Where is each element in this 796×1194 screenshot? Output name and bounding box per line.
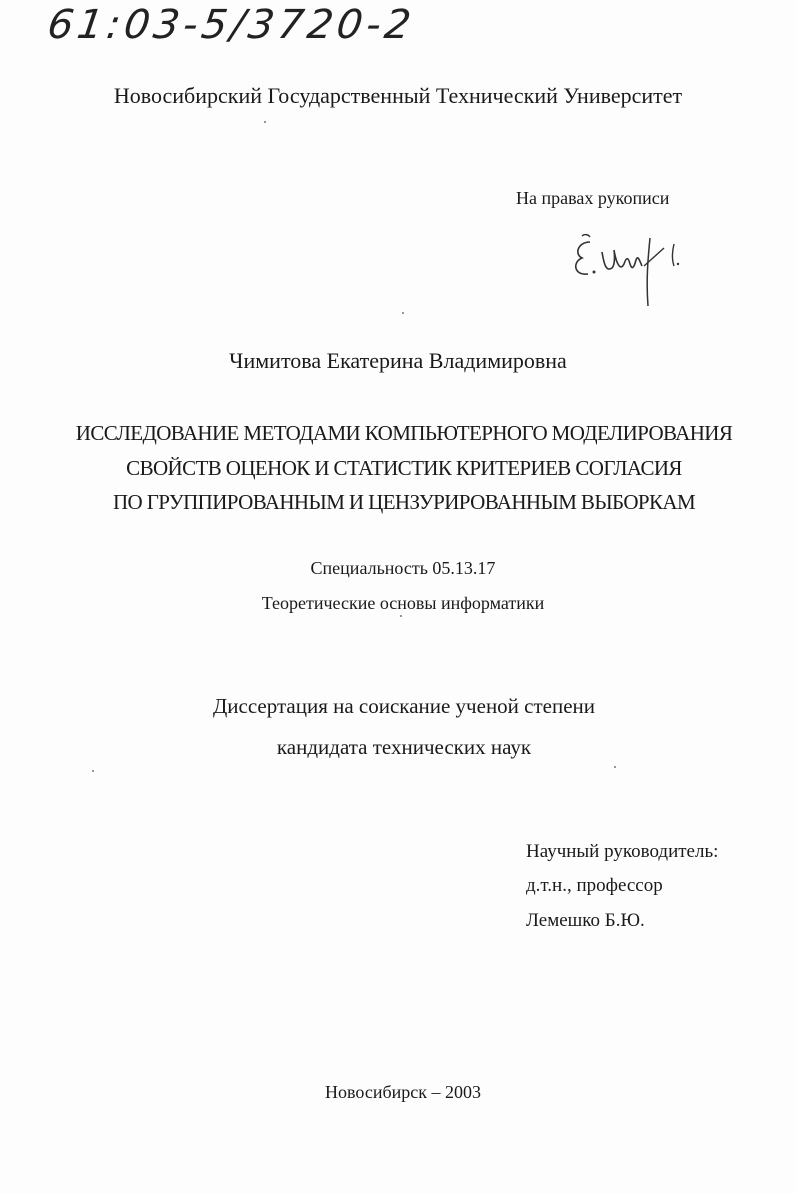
manuscript-rights-note: На правах рукописи [516,188,670,208]
thesis-type-line-1: Диссертация на соискание ученой степени [212,694,596,718]
thesis-title-line-1: ИССЛЕДОВАНИЕ МЕТОДАМИ КОМПЬЮТЕРНОГО МОДЕЛИРОВАНИЯ [75,421,733,445]
specialty-code: Специальность 05.13.17 [310,558,496,578]
scan-speck [92,770,94,772]
supervisor-name: Лемешко Б.Ю. [526,910,645,931]
archive-code-handwritten: 61:03-5/3720-2 [44,2,418,48]
scan-speck [264,121,266,123]
thesis-type-line-2: кандидата технических наук [276,735,532,759]
supervisor-label: Научный руководитель: [526,841,719,862]
city-year: Новосибирск – 2003 [325,1082,481,1102]
scan-speck [402,312,404,314]
supervisor-degree: д.т.н., профессор [526,875,663,896]
scan-speck [614,766,616,768]
university-name: Новосибирский Государственный Технический Университет [113,83,683,108]
author-signature [568,228,688,308]
author-name: Чимитова Екатерина Владимировна [229,348,567,373]
thesis-title-line-2: СВОЙСТВ ОЦЕНОК И СТАТИСТИК КРИТЕРИЕВ СОГЛАСИЯ [126,456,682,480]
specialty-name: Теоретические основы информатики [261,593,545,613]
thesis-title-line-3: ПО ГРУППИРОВАННЫМ И ЦЕНЗУРИРОВАННЫМ ВЫБОРКАМ [112,490,696,514]
scan-speck [400,615,402,617]
